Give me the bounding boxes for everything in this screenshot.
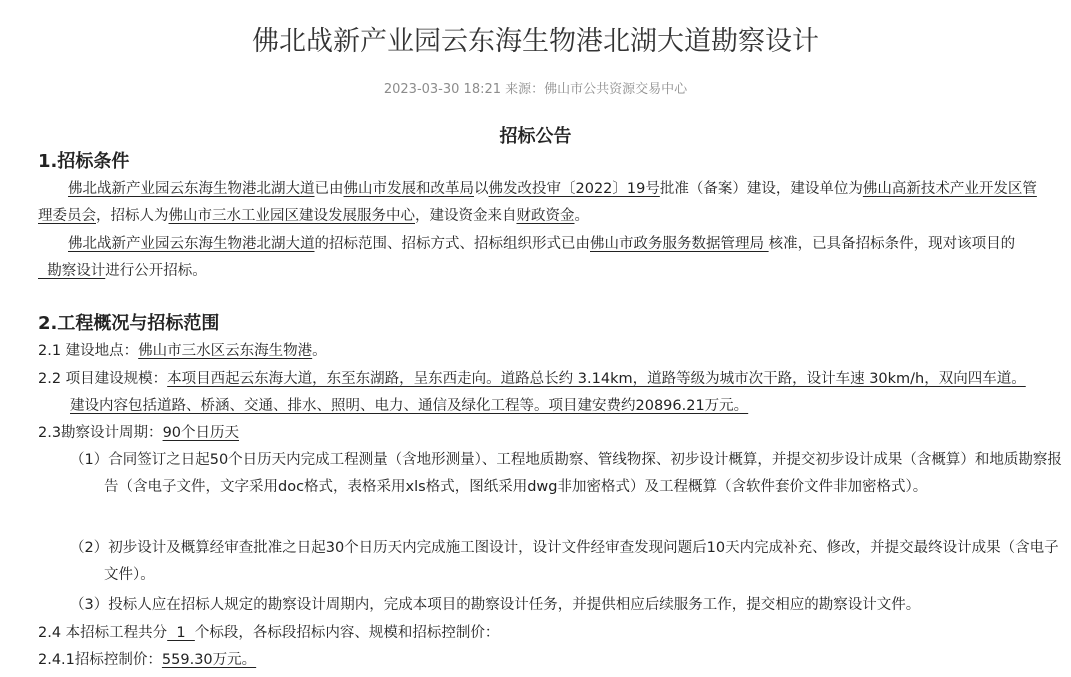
period-item-1: （1）合同签订之日起50个日历天内完成工程测量（含地形测量）、工程地质勘察、管线物探、初步设计概算，并提交初步设计成果（含概算）和地质勘察报告（含电子文件，文字采用doc格式，表格采用xls格式，图纸采用dwg非加密格式）及工程概算（含软件套价文件非加密格式）。 [70, 452, 1062, 495]
section1-paragraph-1: 佛北战新产业园云东海生物港北湖大道已由佛山市发展和改革局以佛发改投审〔2022〕19号批准（备案）建设，建设单位为佛山高新技术产业开发区管理委员会，招标人为佛山市三水工业园区建设发展服务中心，建设资金来自财政资金。 [38, 181, 1037, 224]
line-2-4-1: 2.4.1招标控制价：559.30万元。 [38, 652, 257, 668]
line-2-3: 2.3勘察设计周期：90个日历天 [38, 425, 240, 441]
approver: 佛山市发展和改革局 [343, 181, 474, 197]
section1-paragraph-2: 佛北战新产业园云东海生物港北湖大道的招标范围、招标方式、招标组织形式已由佛山市政务服务数据管理局 核准，已具备招标条件，现对该项目的 勘察设计进行公开招标。 [38, 236, 1016, 279]
period-item-2: （2）初步设计及概算经审查批准之日起30个日历天内完成施工图设计，设计文件经审查发现问题后10天内完成补充、修改，并提交最终设计成果（含电子文件）。 [70, 540, 1059, 583]
section-count: 1 [167, 625, 195, 641]
article-meta: 2023-03-30 18:21 来源：佛山市公共资源交易中心 [383, 82, 688, 97]
article-title: 佛北战新产业园云东海生物港北湖大道勘察设计 [252, 26, 819, 57]
survey-design-period: 90个日历天 [162, 425, 240, 441]
tender-scope: 勘察设计 [38, 263, 106, 279]
section-heading-2: 2.工程概况与招标范围 [38, 313, 220, 334]
owner: 佛山高新技术产业开发区管理委员会 [38, 181, 1037, 224]
approval-doc-number: 佛发改投审〔2022〕19号 [488, 181, 660, 197]
project-name: 佛北战新产业园云东海生物港北湖大道 [68, 236, 315, 252]
construction-site: 佛山市三水区云东海生物港 [138, 343, 313, 359]
section-heading-1: 1.招标条件 [38, 151, 130, 172]
fund-source: 财政资金 [516, 208, 575, 224]
authority: 佛山市政务服务数据管理局 [590, 236, 769, 252]
line-2-4: 2.4 本招标工程共分 1 个标段，各标段招标内容、规模和招标控制价： [38, 625, 500, 641]
tender-control-price: 559.30万元。 [161, 652, 257, 668]
line-2-1: 2.1 建设地点：佛山市三水区云东海生物港。 [38, 343, 327, 359]
period-item-3: （3）投标人应在招标人规定的勘察设计周期内，完成本项目的勘察设计任务，并提供相应后续服务工作，提交相应的勘察设计文件。 [70, 597, 921, 613]
tenderer: 佛山市三水工业园区建设发展服务中心 [168, 208, 415, 224]
project-name: 佛北战新产业园云东海生物港北湖大道 [68, 181, 315, 197]
construction-scale: 本项目西起云东海大道，东至东湖路，呈东西走向。道路总长约 3.14km，道路等级为城市次干路，设计车速 30km/h，双向四车道。建设内容包括道路、桥涵、交通、排水、照明、电力、通信及绿化工程等。项目建安费约20896.21万元。 [70, 371, 1026, 414]
notice-title: 招标公告 [499, 126, 572, 147]
line-2-2: 2.2 项目建设规模：本项目西起云东海大道，东至东湖路，呈东西走向。道路总长约 3.14km，道路等级为城市次干路，设计车速 30km/h，双向四车道。建设内容包括道路、桥涵、交通、排水、照明、电力、通信及绿化工程等。项目建安费约20896.21万元。 [38, 371, 1026, 414]
